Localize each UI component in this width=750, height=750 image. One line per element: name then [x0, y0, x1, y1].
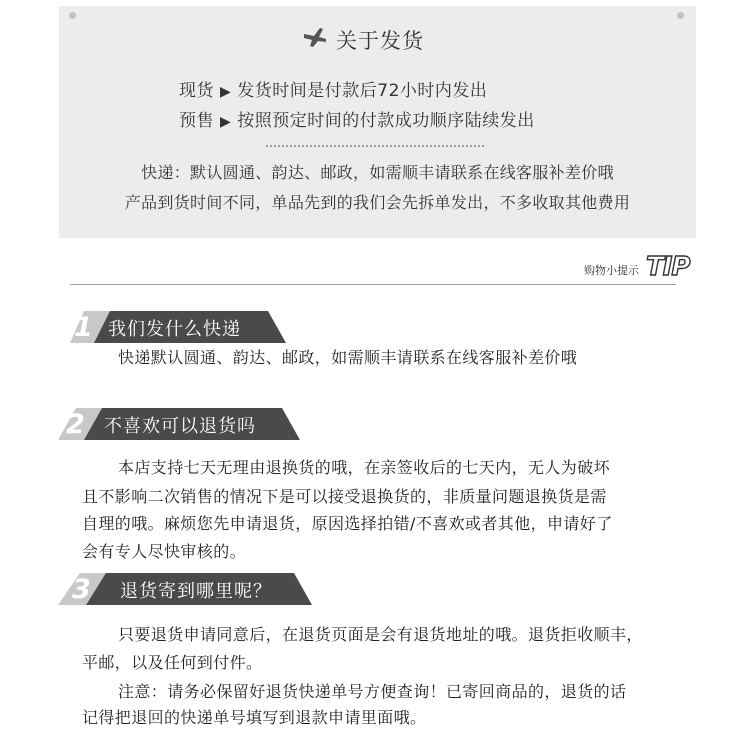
- section-number: 1: [74, 312, 93, 343]
- section-title: 不喜欢可以退货吗: [104, 416, 256, 437]
- section-number: 3: [72, 574, 91, 605]
- section-3-line: 平邮，以及任何到付件。: [82, 653, 263, 672]
- shipping-title: 关于发货: [336, 29, 424, 53]
- section-3-line: 只要退货申请同意后，在退货页面是会有退货地址的哦。退货拒收顺丰，: [118, 625, 643, 644]
- presale-label: 预售: [179, 111, 214, 131]
- section-2-line: 本店支持七天无理由退换货的哦，在亲签收后的七天内，无人为破坏: [118, 458, 611, 477]
- presale-row: [179, 106, 535, 131]
- tip-label: 购物小提示: [584, 264, 639, 277]
- stock-label: 现货: [179, 81, 214, 101]
- section-title: 退货寄到哪里呢？: [120, 581, 272, 602]
- tip-divider: [70, 284, 676, 285]
- section-2-banner: [58, 408, 300, 440]
- section-3-line: 记得把退回的快递单号填写到退款申请里面哦。: [82, 708, 427, 727]
- presale-text: 按照预定时间的付款成功顺序陆续发出: [237, 111, 535, 131]
- section-1-banner: [70, 311, 286, 343]
- section-3-banner: [58, 573, 312, 605]
- courier-line: 快递：默认圆通、韵达、邮政，如需顺丰请联系在线客服补差价哦: [141, 163, 614, 182]
- tip-logo: TIP: [646, 252, 690, 282]
- arrival-line: 产品到货时间不同，单品先到的我们会先拆单发出，不多收取其他费用: [124, 193, 631, 212]
- section-title: 我们发什么快递: [108, 319, 241, 340]
- section-1-text: 快递默认圆通、韵达、邮政，如需顺丰请联系在线客服补差价哦: [118, 348, 578, 367]
- dotted-divider: [266, 145, 484, 147]
- airplane-icon: [302, 26, 328, 48]
- section-2-line: 且不影响二次销售的情况下是可以接受退换货的，非质量问题退换货是需: [82, 487, 607, 506]
- stock-row: [179, 76, 487, 101]
- corner-dot: [677, 12, 684, 19]
- section-2-line: 自理的哦。麻烦您先申请退货，原因选择拍错/不喜欢或者其他，申请好了: [82, 514, 613, 533]
- right-triangle-icon: ▶: [220, 114, 232, 130]
- right-triangle-icon: ▶: [220, 84, 232, 100]
- section-number: 2: [66, 409, 85, 440]
- corner-dot: [69, 12, 76, 19]
- stock-text: 发货时间是付款后72小时内发出: [237, 81, 488, 101]
- section-2-line: 会有专人尽快审核的。: [82, 542, 247, 561]
- section-3-line: 注意：请务必保留好退货快递单号方便查询！已寄回商品的，退货的话: [118, 682, 627, 701]
